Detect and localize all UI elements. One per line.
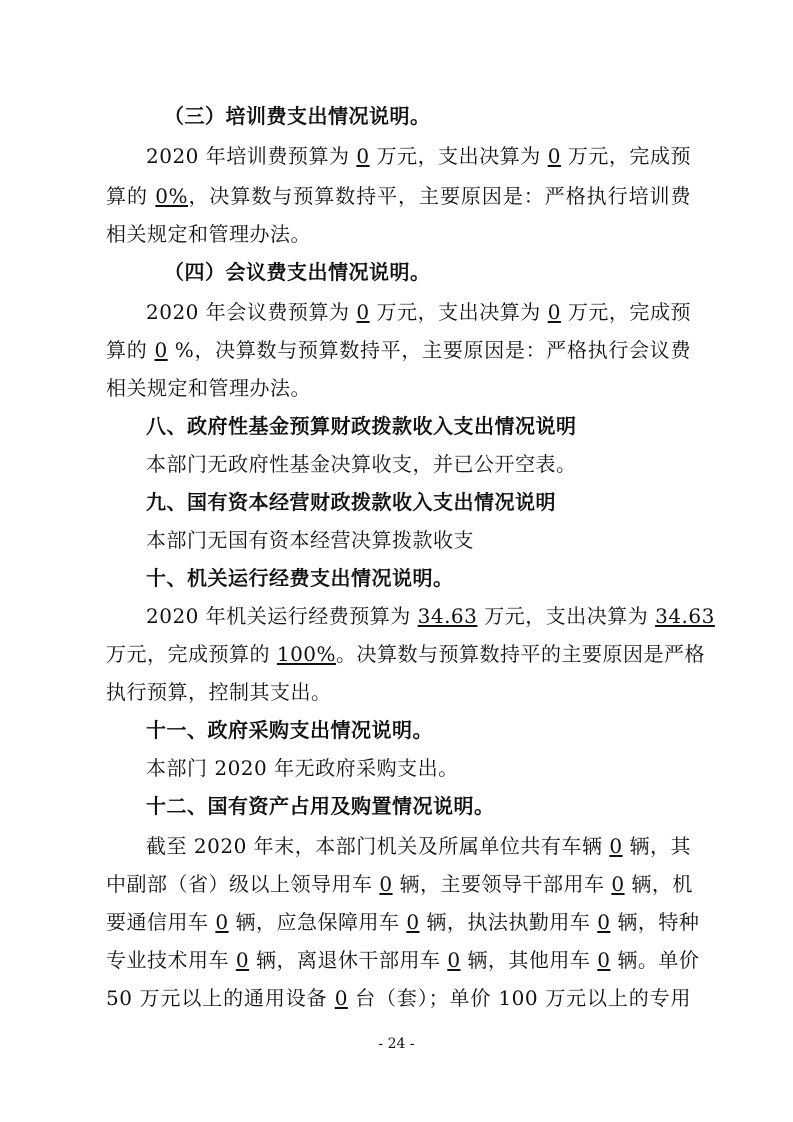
- leader-vehicles-value: 0: [611, 872, 625, 896]
- training-budget-value: 0: [356, 144, 370, 168]
- training-final-value: 0: [547, 144, 561, 168]
- operating-expense-line-2: 万元，完成预算的 100%。决算数与预算数持平的主要原因是严格: [106, 642, 706, 666]
- training-fee-line-3: 相关规定和管理办法。: [106, 222, 311, 246]
- meeting-rate-value: 0: [154, 338, 168, 362]
- senior-leader-vehicles-value: 0: [379, 872, 393, 896]
- heading-government-fund: 八、政府性基金预算财政拨款收入支出情况说明: [146, 414, 577, 438]
- operating-budget-value: 34.63: [417, 604, 478, 628]
- law-enforcement-vehicles-value: 0: [597, 910, 611, 934]
- operating-final-value: 34.63: [655, 604, 715, 628]
- heading-procurement: 十一、政府采购支出情况说明。: [146, 718, 433, 742]
- heading-state-capital: 九、国有资本经营财政拨款收入支出情况说明: [146, 490, 556, 514]
- meeting-fee-line-2: 算的 0 %，决算数与预算数持平，主要原因是：严格执行会议费: [106, 338, 691, 362]
- heading-operating-expense: 十、机关运行经费支出情况说明。: [146, 566, 454, 590]
- meeting-budget-value: 0: [356, 300, 370, 324]
- government-fund-body: 本部门无政府性基金决算收支，并已公开空表。: [146, 452, 577, 476]
- retiree-vehicles-value: 0: [447, 948, 461, 972]
- meeting-fee-line-1: 2020 年会议费预算为 0 万元，支出决算为 0 万元，完成预: [146, 300, 691, 324]
- heading-state-assets: 十二、国有资产占用及购置情况说明。: [146, 794, 495, 818]
- procurement-body: 本部门 2020 年无政府采购支出。: [146, 756, 459, 780]
- training-fee-line-2: 算的 0%，决算数与预算数持平，主要原因是：严格执行培训费: [106, 184, 692, 208]
- state-assets-line-3: 要通信用车 0 辆，应急保障用车 0 辆，执法执勤用车 0 辆，特种: [106, 910, 700, 934]
- heading-training-fee: （三）培训费支出情况说明。: [164, 104, 431, 128]
- meeting-final-value: 0: [547, 300, 561, 324]
- other-vehicles-value: 0: [597, 948, 611, 972]
- training-rate-value: 0%: [155, 184, 188, 208]
- meeting-fee-line-3: 相关规定和管理办法。: [106, 376, 311, 400]
- operating-expense-line-1: 2020 年机关运行经费预算为 34.63 万元，支出决算为 34.63: [146, 604, 715, 628]
- state-capital-body: 本部门无国有资本经营决算拨款收支: [146, 528, 474, 552]
- emergency-vehicles-value: 0: [406, 910, 420, 934]
- state-assets-line-5: 50 万元以上的通用设备 0 台（套）；单价 100 万元以上的专用: [106, 986, 692, 1010]
- page-number: - 24 -: [378, 1036, 415, 1052]
- total-vehicles-value: 0: [609, 834, 623, 858]
- operating-rate-value: 100%: [276, 642, 337, 666]
- operating-expense-line-3: 执行预算，控制其支出。: [106, 680, 332, 704]
- communication-vehicles-value: 0: [215, 910, 229, 934]
- state-assets-line-2: 中副部（省）级以上领导用车 0 辆，主要领导干部用车 0 辆，机: [106, 872, 693, 896]
- heading-meeting-fee: （四）会议费支出情况说明。: [164, 260, 431, 284]
- training-fee-line-1: 2020 年培训费预算为 0 万元，支出决算为 0 万元，完成预: [146, 144, 691, 168]
- state-assets-line-1: 截至 2020 年末，本部门机关及所属单位共有车辆 0 辆，其: [146, 834, 691, 858]
- general-equipment-value: 0: [334, 986, 348, 1010]
- state-assets-line-4: 专业技术用车 0 辆，离退休干部用车 0 辆，其他用车 0 辆。单价: [106, 948, 700, 972]
- technical-vehicles-value: 0: [235, 948, 250, 972]
